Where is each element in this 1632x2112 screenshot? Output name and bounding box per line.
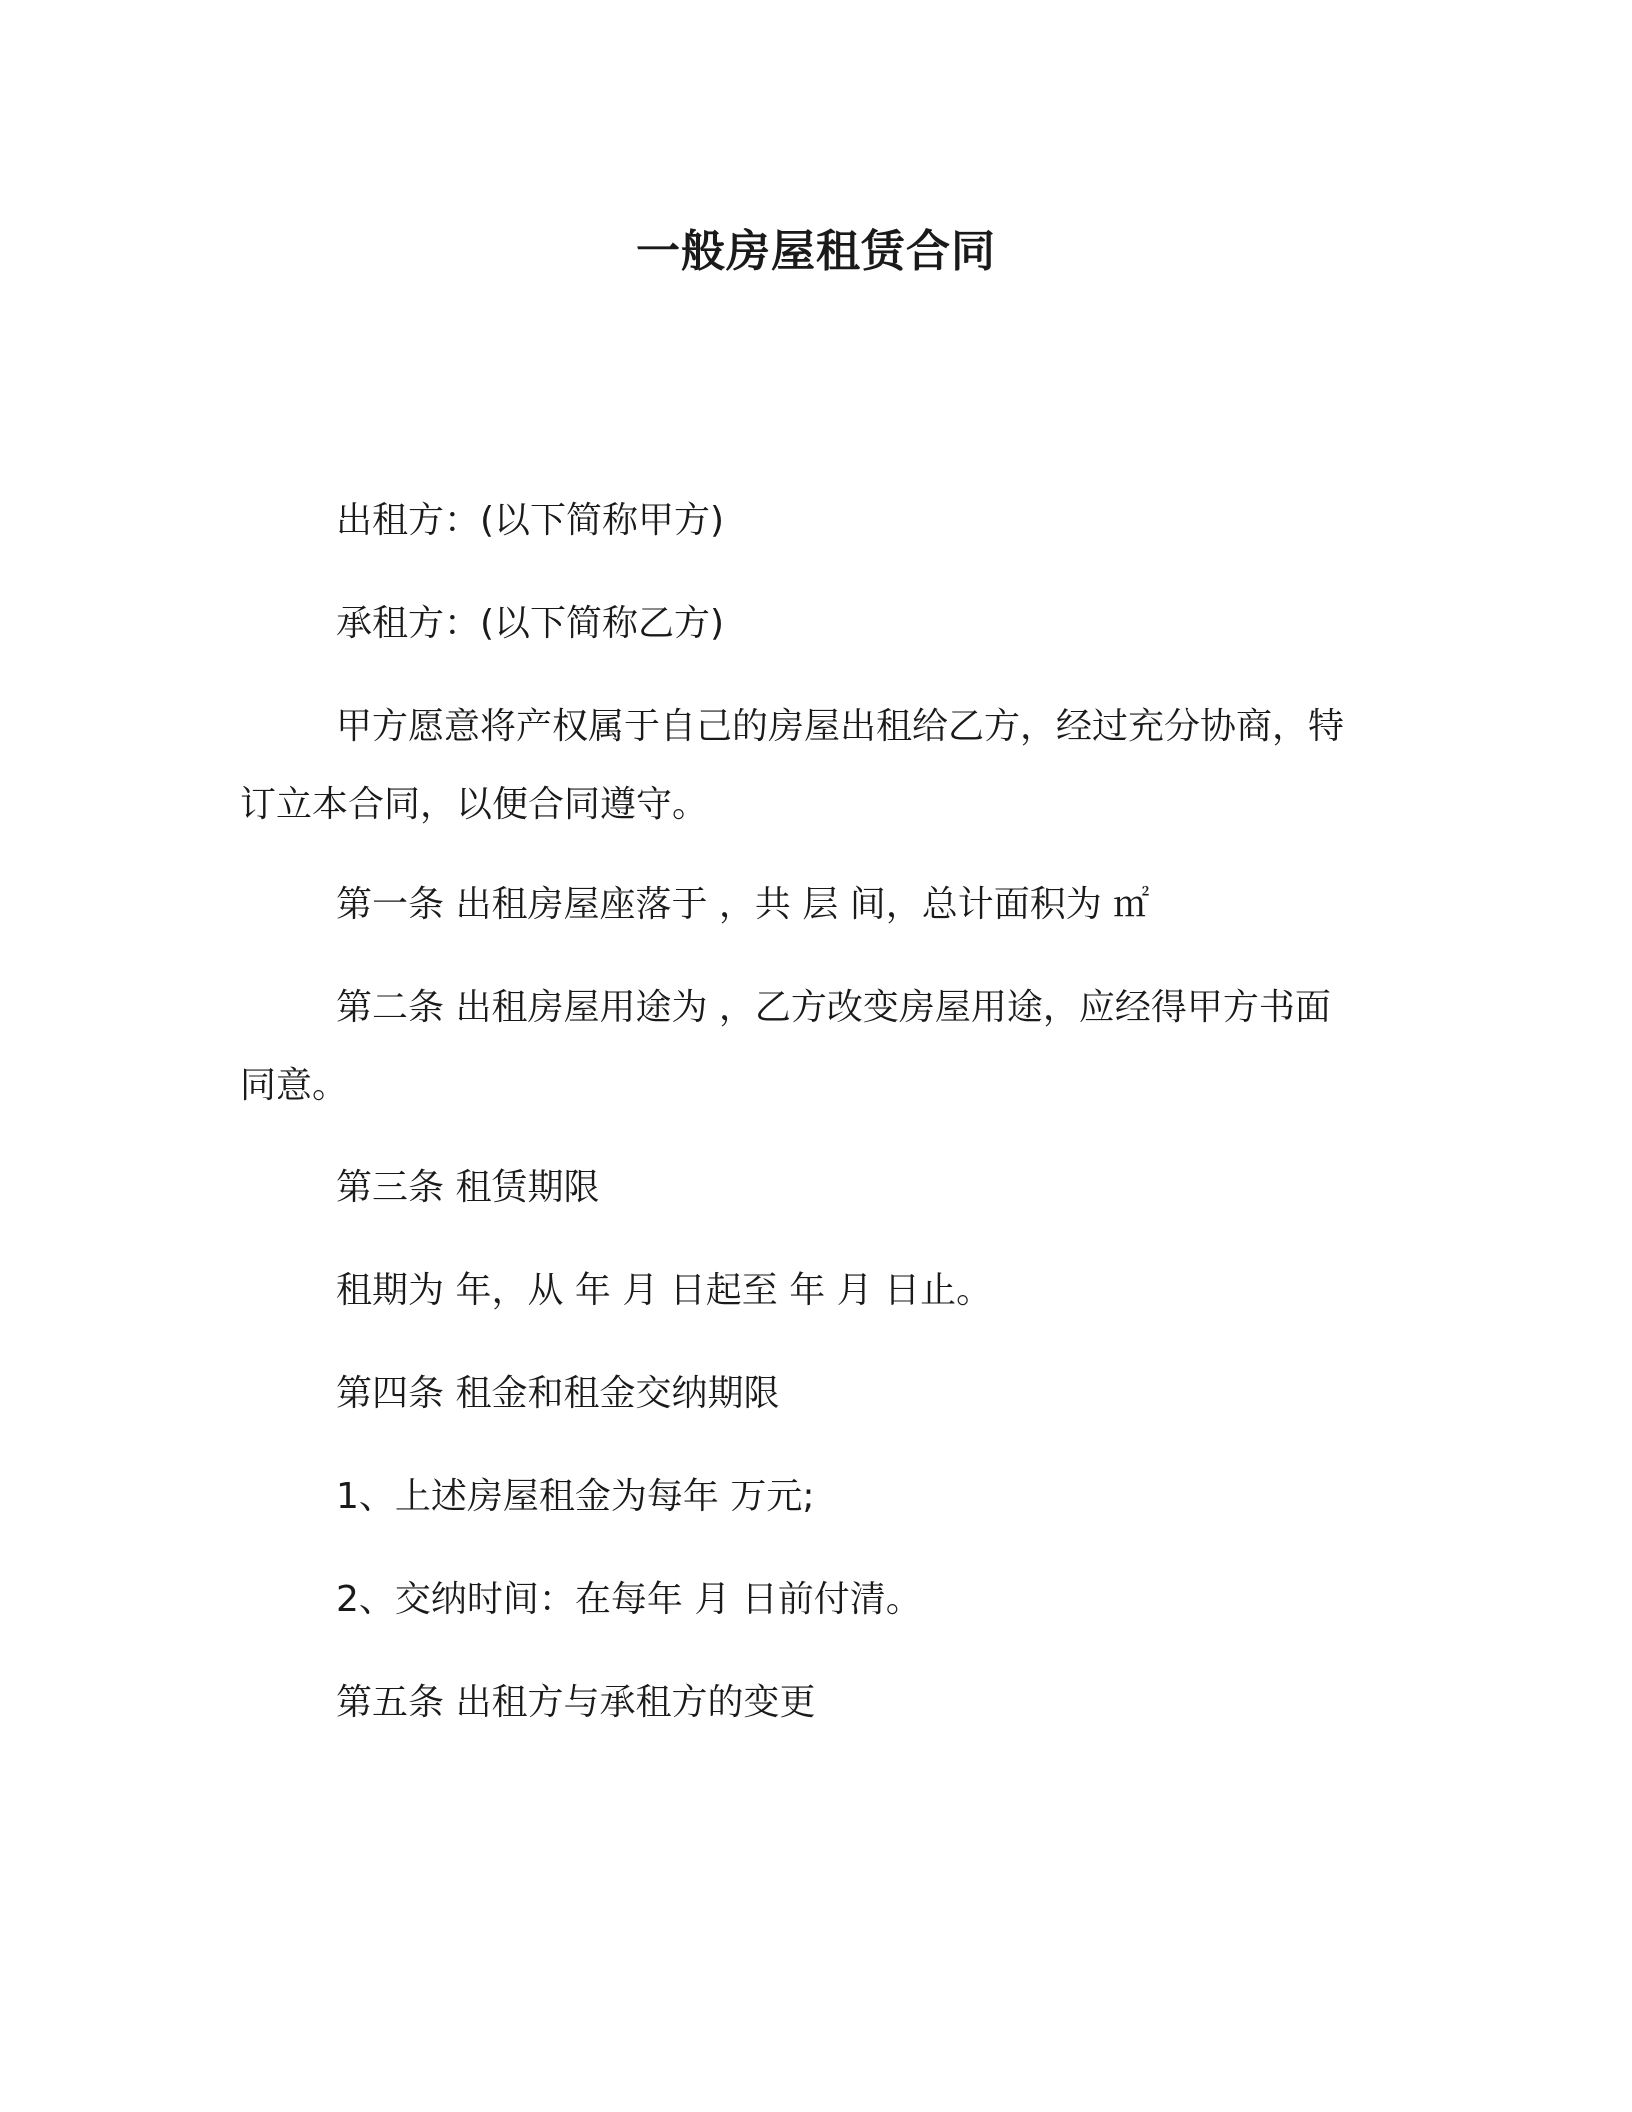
paragraph-article-3: 第三条 租赁期限 [336, 1167, 600, 1208]
paragraph-intro-line1: 甲方愿意将产权属于自己的房屋出租给乙方，经过充分协商，特 [336, 706, 1345, 747]
paragraph-lessor: 出租方：(以下简称甲方) [336, 500, 725, 541]
paragraph-article-2-line2: 同意。 [240, 1065, 349, 1106]
paragraph-payment-time: 2、交纳时间：在每年 月 日前付清。 [336, 1579, 922, 1620]
document-title: 一般房屋租赁合同 [636, 226, 996, 277]
paragraph-article-2-line1: 第二条 出租房屋用途为 ，乙方改变房屋用途，应经得甲方书面 [336, 987, 1331, 1028]
paragraph-article-5: 第五条 出租方与承租方的变更 [336, 1682, 816, 1723]
paragraph-lessee: 承租方：(以下简称乙方) [336, 603, 725, 644]
paragraph-intro-line2: 订立本合同，以便合同遵守。 [240, 784, 709, 825]
paragraph-article-4: 第四条 租金和租金交纳期限 [336, 1373, 780, 1414]
paragraph-rent-amount: 1、上述房屋租金为每年 万元; [336, 1476, 815, 1517]
paragraph-lease-term: 租期为 年，从 年 月 日起至 年 月 日止。 [336, 1270, 993, 1311]
paragraph-article-1: 第一条 出租房屋座落于 ，共 层 间，总计面积为 ㎡ [336, 884, 1150, 925]
